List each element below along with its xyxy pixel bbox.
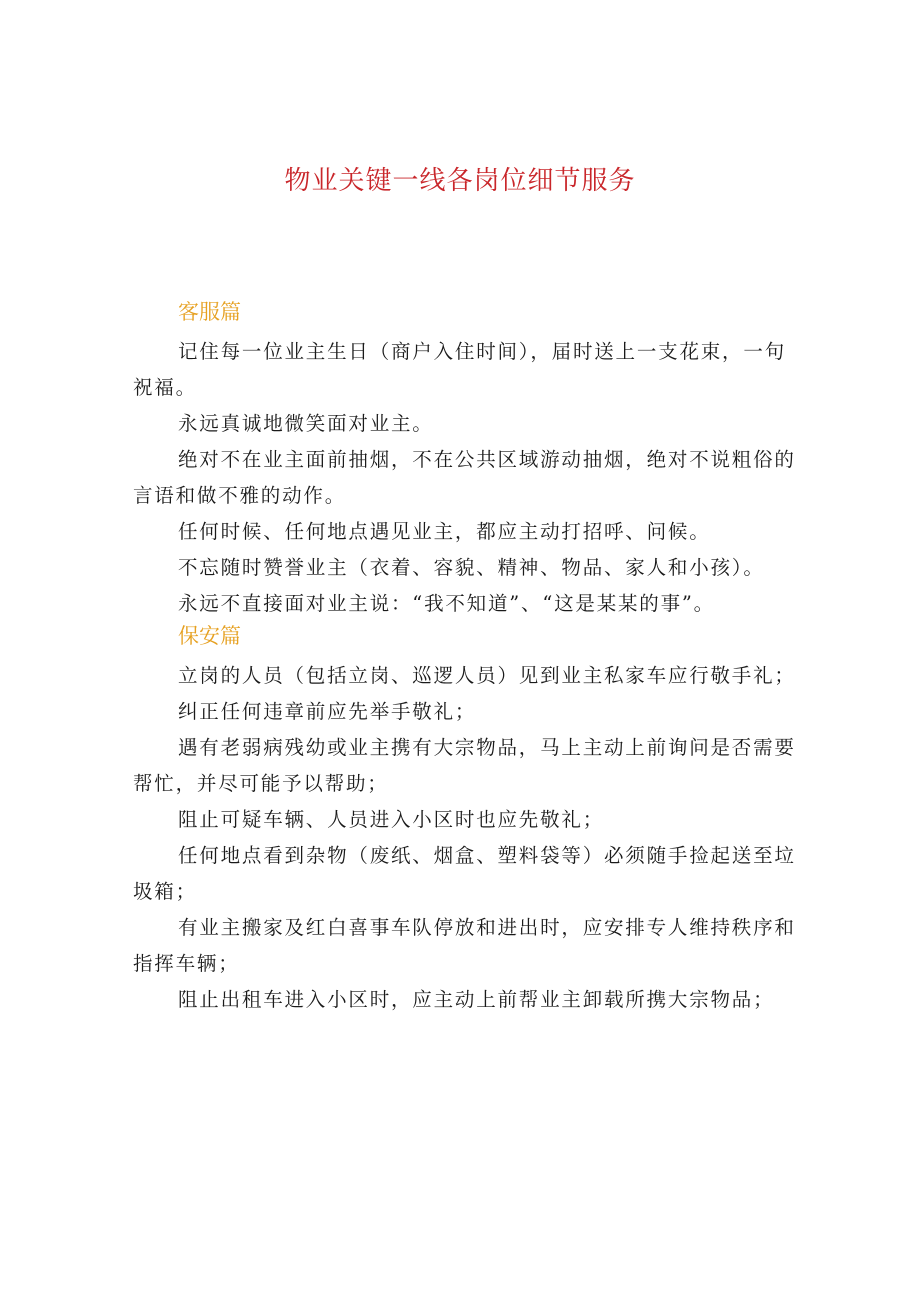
- paragraph: 记住每一位业主生日（商户入住时间），届时送上一支花束，一句祝福。: [133, 340, 786, 399]
- document-body: [133, 298, 797, 1018]
- section-heading-security: 保安篇: [178, 624, 241, 648]
- paragraph: 绝对不在业主面前抽烟，不在公共区域游动抽烟，绝对不说粗俗的言语和做不雅的动作。: [133, 448, 796, 507]
- section-heading-customer-service: 客服篇: [178, 300, 241, 324]
- document-title: 物业关键一线各岗位细节服务: [284, 166, 636, 196]
- paragraph: 纠正任何违章前应先举手敬礼；: [178, 700, 477, 723]
- paragraph: 遇有老弱病残幼或业主携有大宗物品，马上主动上前询问是否需要帮忙，并尽可能予以帮助；: [133, 736, 796, 795]
- paragraph: 有业主搬家及红白喜事车队停放和进出时，应安排专人维持秩序和指挥车辆；: [133, 916, 796, 975]
- paragraph: 任何地点看到杂物（废纸、烟盒、塑料袋等）必须随手捡起送至垃圾箱；: [133, 844, 796, 903]
- paragraph: 任何时候、任何地点遇见业主，都应主动打招呼、问候。: [178, 520, 711, 543]
- paragraph: 永远不直接面对业主说：“我不知道”、“这是某某的事”。: [178, 592, 715, 615]
- paragraph: 不忘随时赞誉业主（衣着、容貌、精神、物品、家人和小孩）。: [178, 556, 765, 579]
- paragraph: 永远真诚地微笑面对业主。: [178, 412, 434, 435]
- paragraph: 阻止出租车进入小区时，应主动上前帮业主卸载所携大宗物品；: [178, 988, 775, 1011]
- paragraph: 立岗的人员（包括立岗、巡逻人员）见到业主私家车应行敬手礼；: [178, 664, 796, 687]
- paragraph: 阻止可疑车辆、人员进入小区时也应先敬礼；: [178, 808, 605, 831]
